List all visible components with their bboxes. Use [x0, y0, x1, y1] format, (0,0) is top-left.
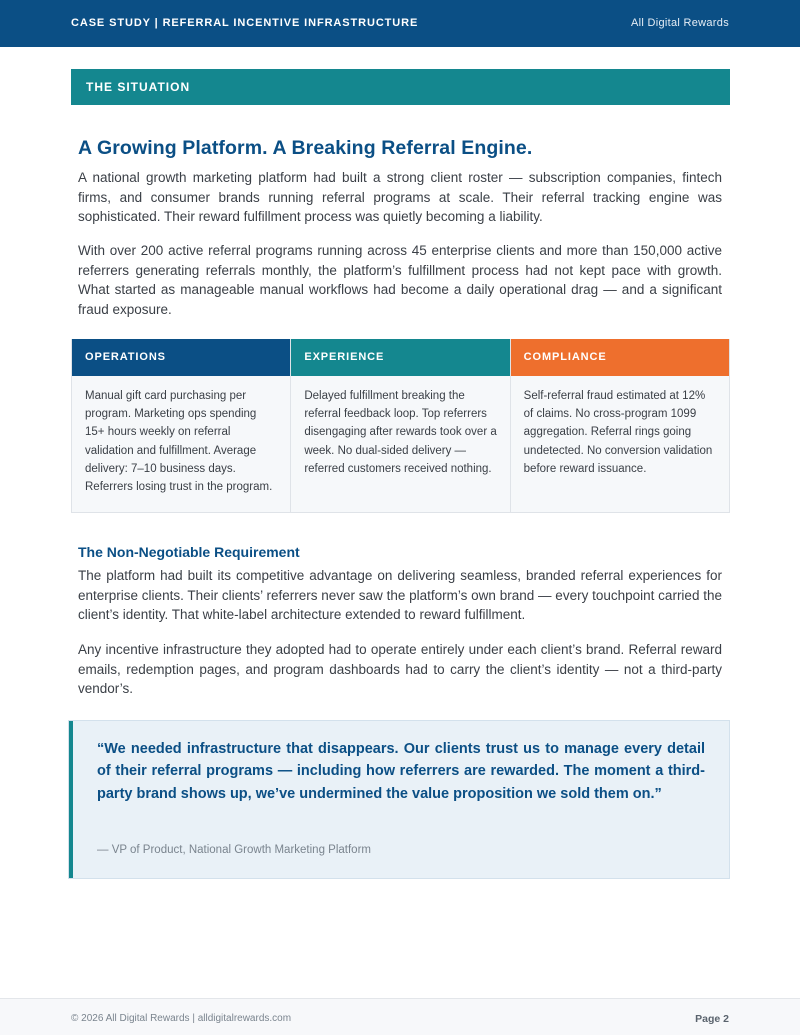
experience-column: [291, 339, 510, 512]
experience-body: Delayed fulfillment breaking the referral feedback loop. Top referrers disengaging after rewards took over a week. No dual-sided delivery — referred customers received nothing.: [304, 390, 497, 475]
requirement-paragraph-2: Any incentive infrastructure they adopted had to operate entirely under each client’s brand. Referral reward emails, redemption pages, and program dashboards had to carry the client’s identity — not a third-party vendor’s.: [78, 642, 722, 696]
requirement-heading: The Non-Negotiable Requirement: [78, 544, 300, 560]
compliance-body: Self-referral fraud estimated at 12% of claims. No cross-program 1099 aggregation. Referral rings going undetected. No conversion validation before reward issuance.: [523, 390, 713, 475]
experience-heading: EXPERIENCE: [291, 339, 509, 376]
intro-paragraph-2: With over 200 active referral programs running across 45 enterprise clients and more than 150,000 active referrers generating referrals monthly, the platform’s fulfillment process had not kept pace with growth. What started as manageable manual workflows had become a daily operational drag — and a significant fraud exposure.: [78, 243, 722, 317]
operations-column: [72, 339, 291, 512]
section-banner: THE SITUATION: [71, 69, 730, 105]
intro-paragraph-1: A national growth marketing platform had built a strong client roster — subscription companies, fintech firms, and consumer brands running referral programs at scale. Their referral tracking engine was sophisticated. Their reward fulfillment process was quietly becoming a liability.: [78, 170, 722, 224]
quote-text: “We needed infrastructure that disappears. Our clients trust us to manage every detail of their referral programs — including how referrers are rewarded. The moment a third-party brand shows up, we’ve undermined the value proposition we sold them on.”: [97, 741, 705, 802]
operations-heading: OPERATIONS: [72, 339, 290, 376]
testimonial-quote: [68, 720, 730, 879]
challenge-grid: [71, 339, 730, 513]
quote-attribution: — VP of Product, National Growth Marketing Platform: [97, 844, 371, 856]
compliance-heading: COMPLIANCE: [511, 339, 729, 376]
page-number: Page 2: [695, 1013, 729, 1025]
header-brand: All Digital Rewards: [630, 17, 729, 29]
page-headline: A Growing Platform. A Breaking Referral Engine.: [78, 137, 533, 159]
operations-body: Manual gift card purchasing per program. Marketing ops spending 15+ hours weekly on referral validation and fulfillment. Average delivery: 7–10 business days. Referrers losing trust in the program.: [85, 390, 273, 494]
requirement-paragraph-1: The platform had built its competitive advantage on delivering seamless, branded referral experiences for enterprise clients. Their clients’ referrers never saw the platform’s own brand — every touchpoint carried the client’s identity. That white-label architecture extended to reward fulfillment.: [78, 568, 722, 622]
footer-copyright: © 2026 All Digital Rewards | alldigitalrewards.com: [71, 1013, 292, 1024]
header-bar: [0, 0, 800, 47]
header-title: CASE STUDY | REFERRAL INCENTIVE INFRASTRUCTURE: [71, 17, 419, 29]
quote-accent-bar: [69, 721, 73, 878]
compliance-column: [511, 339, 729, 512]
